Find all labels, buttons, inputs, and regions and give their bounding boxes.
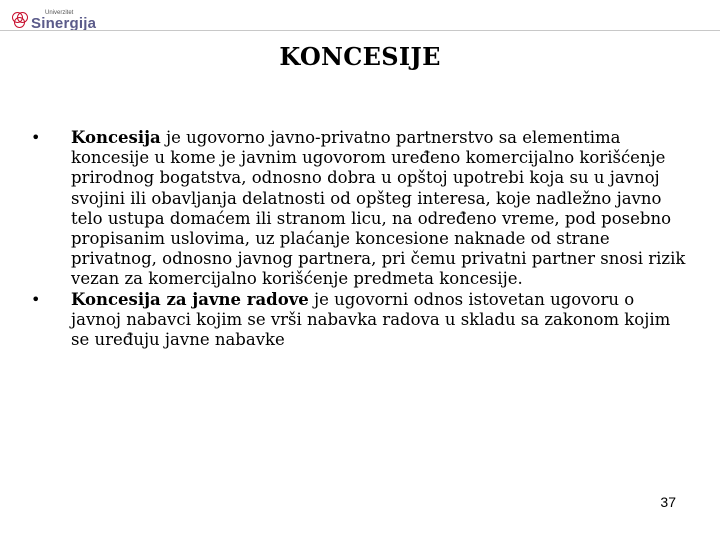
- bullet-term: Koncesija za javne radove: [71, 289, 309, 309]
- bullet-icon: •: [31, 128, 41, 147]
- university-logo: [12, 8, 102, 32]
- page-number: 37: [660, 494, 676, 510]
- slide-content: [28, 128, 688, 350]
- logo-rings-icon: [12, 12, 28, 28]
- bullet-item: [28, 290, 688, 351]
- bullet-term: Koncesija: [71, 128, 161, 147]
- logo-name: Sinergija: [31, 14, 97, 32]
- bullet-text: je ugovorno javno-privatno partnerstvo sa elementima koncesije u kome je javnim ugovorom uređeno komercijalno korišćenje prirodnog bogatstva, odnosno dobra u opštoj upotrebi koja su u javnoj svojini ili obavljanja delatnosti od opšteg interesa, koje nadležno javno telo ustupa domaćem ili stranom licu, na određeno vreme, pod posebno propisanim uslovima, uz plaćanje koncesione naknade od strane privatnog, odnosno javnog partnera, pri čemu privatni partner snosi rizik vezan za komercijalno korišćenje predmeta koncesije.: [71, 128, 686, 289]
- bullet-item: [28, 128, 688, 290]
- header-divider: [0, 30, 720, 31]
- logo-text: [31, 10, 96, 31]
- slide-title: KONCESIJE: [279, 42, 441, 71]
- logo-small-text: Univerzitet: [45, 9, 74, 16]
- bullet-text: je ugovorni odnos istovetan ugovoru o javnoj nabavci kojim se vrši nabavka radova u skladu sa zakonom kojim se uređuju javne nabavke: [71, 289, 671, 350]
- bullet-list: [28, 128, 688, 350]
- bullet-icon: •: [31, 289, 41, 309]
